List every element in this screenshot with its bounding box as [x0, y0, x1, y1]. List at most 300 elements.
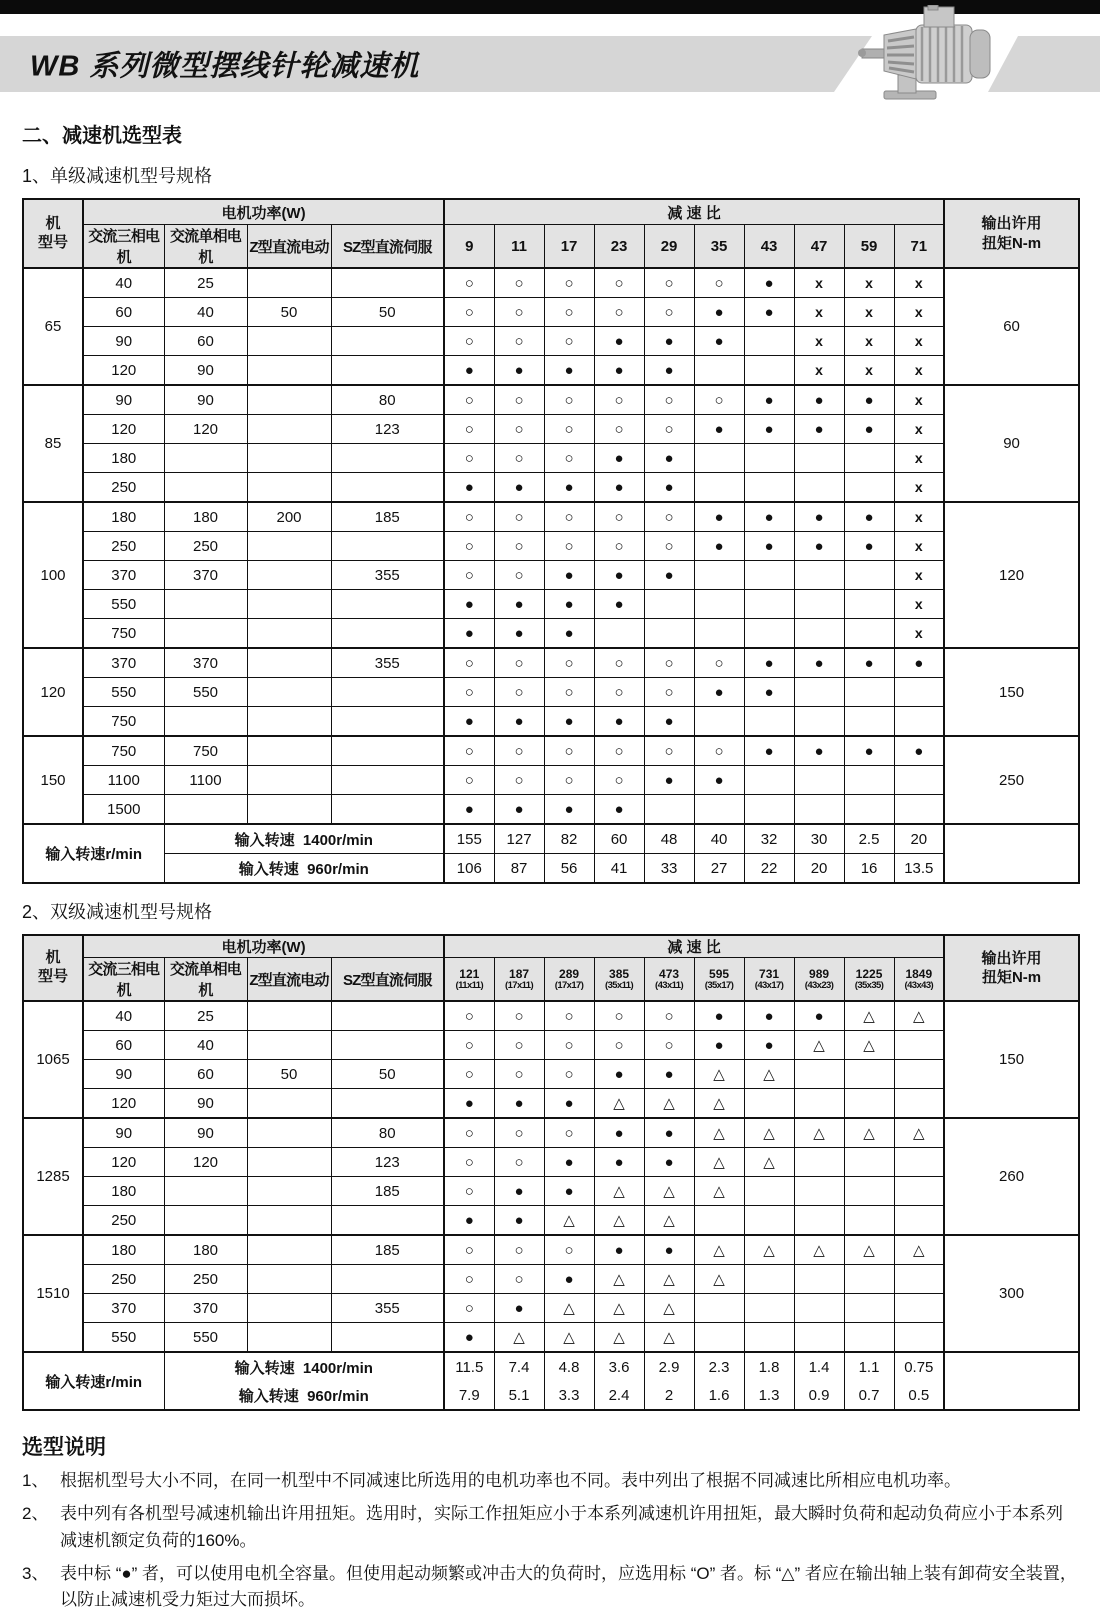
mark-cell: ○	[444, 678, 494, 707]
power-cell	[331, 327, 444, 356]
header-motor-col: SZ型直流伺服	[331, 225, 444, 269]
speed-value-cell: 13.5	[894, 854, 944, 884]
power-cell: 50	[247, 298, 331, 327]
mark-cell	[694, 590, 744, 619]
power-cell: 180	[164, 1235, 247, 1265]
mark-cell: ●	[544, 707, 594, 737]
mark-cell: ○	[494, 532, 544, 561]
power-cell	[331, 1031, 444, 1060]
mark-cell: ○	[494, 1118, 544, 1148]
power-cell	[247, 327, 331, 356]
mark-cell	[794, 619, 844, 649]
mark-cell: ○	[444, 1294, 494, 1323]
mark-cell: △	[594, 1323, 644, 1353]
mark-cell: ○	[444, 561, 494, 590]
mark-cell: △	[594, 1265, 644, 1294]
mark-cell	[894, 1323, 944, 1353]
mark-cell	[644, 795, 694, 825]
power-cell	[247, 1001, 331, 1031]
mark-cell	[744, 1265, 794, 1294]
power-cell: 123	[331, 1148, 444, 1177]
mark-cell	[844, 1148, 894, 1177]
mark-cell: ●	[694, 1001, 744, 1031]
power-cell	[247, 1265, 331, 1294]
power-cell: 370	[164, 1294, 247, 1323]
mark-cell: ○	[544, 268, 594, 298]
mark-cell: △	[694, 1265, 744, 1294]
speed-value-cell: 0.5	[894, 1381, 944, 1410]
mark-cell: x	[894, 385, 944, 415]
speed-value-cell: 106	[444, 854, 494, 884]
mark-cell: △	[644, 1177, 694, 1206]
mark-cell: ●	[544, 1177, 594, 1206]
power-cell: 355	[331, 648, 444, 678]
mark-cell	[794, 1294, 844, 1323]
header-motor-col: Z型直流电动	[247, 958, 331, 1002]
mark-cell	[744, 619, 794, 649]
speed-value-cell: 4.8	[544, 1352, 594, 1381]
header-ratio-col: 11	[494, 225, 544, 269]
mark-cell: ○	[644, 415, 694, 444]
header-torque: 输出许用 扭矩N-m	[944, 199, 1079, 268]
power-cell: 1100	[164, 766, 247, 795]
power-cell	[247, 415, 331, 444]
power-cell	[247, 678, 331, 707]
power-cell	[331, 444, 444, 473]
power-cell: 550	[83, 590, 164, 619]
power-cell: 250	[164, 1265, 247, 1294]
mark-cell: ●	[594, 1060, 644, 1089]
mark-cell: △	[594, 1089, 644, 1119]
header-ratio-col: 71	[894, 225, 944, 269]
header-motor-col: 交流单相电机	[164, 225, 247, 269]
mark-cell: ●	[894, 736, 944, 766]
speed-value-cell: 155	[444, 824, 494, 854]
power-cell	[164, 590, 247, 619]
mark-cell: ○	[644, 678, 694, 707]
note-number: 3、	[22, 1564, 49, 1584]
mark-cell: ●	[794, 385, 844, 415]
power-cell	[247, 1118, 331, 1148]
mark-cell: x	[894, 590, 944, 619]
mark-cell: ○	[494, 1031, 544, 1060]
header-motor-col: SZ型直流伺服	[331, 958, 444, 1002]
mark-cell	[844, 590, 894, 619]
mark-cell: ●	[744, 648, 794, 678]
speed-value-cell: 30	[794, 824, 844, 854]
mark-cell: ○	[444, 532, 494, 561]
mark-cell: ○	[544, 415, 594, 444]
power-cell	[247, 561, 331, 590]
mark-cell: x	[894, 444, 944, 473]
header-ratio-col: 595 (35x17)	[694, 958, 744, 1002]
mark-cell: ○	[494, 415, 544, 444]
mark-cell: ○	[544, 648, 594, 678]
power-cell: 250	[164, 532, 247, 561]
power-cell: 550	[83, 1323, 164, 1353]
mark-cell: ●	[594, 795, 644, 825]
speed-value-cell: 20	[794, 854, 844, 884]
mark-cell: ○	[644, 298, 694, 327]
mark-cell	[694, 795, 744, 825]
header-ratio-col: 9	[444, 225, 494, 269]
speed-label-cell: 输入转速 1400r/min	[164, 1352, 444, 1381]
model-cell: 1065	[23, 1001, 83, 1118]
header-motor-col: Z型直流电动	[247, 225, 331, 269]
mark-cell	[844, 1060, 894, 1089]
power-cell	[331, 707, 444, 737]
power-cell	[247, 1177, 331, 1206]
speed-value-cell: 0.75	[894, 1352, 944, 1381]
mark-cell: x	[794, 327, 844, 356]
speed-value-cell: 33	[644, 854, 694, 884]
mark-cell: ○	[594, 298, 644, 327]
mark-cell: ○	[494, 268, 544, 298]
power-cell: 370	[164, 648, 247, 678]
mark-cell: ●	[644, 444, 694, 473]
power-cell: 200	[247, 502, 331, 532]
mark-cell	[694, 444, 744, 473]
speed-value-cell: 22	[744, 854, 794, 884]
mark-cell: ●	[444, 1089, 494, 1119]
speed-value-cell: 3.3	[544, 1381, 594, 1410]
power-cell: 250	[83, 532, 164, 561]
mark-cell: ○	[594, 385, 644, 415]
speed-value-cell: 2.4	[594, 1381, 644, 1410]
mark-cell	[844, 678, 894, 707]
mark-cell: ●	[744, 532, 794, 561]
power-cell: 1100	[83, 766, 164, 795]
mark-cell: △	[544, 1323, 594, 1353]
mark-cell: ●	[444, 619, 494, 649]
mark-cell: △	[644, 1323, 694, 1353]
mark-cell: ●	[894, 648, 944, 678]
speed-value-cell: 1.6	[694, 1381, 744, 1410]
mark-cell: ●	[694, 298, 744, 327]
mark-cell: ●	[594, 473, 644, 503]
speed-value-cell: 1.1	[844, 1352, 894, 1381]
note-text: 表中列有各机型号减速机输出许用扭矩。选用时，实际工作扭矩应小于本系列减速机许用扭矩，最大瞬时负荷和起动负荷应小于本系列减速机额定负荷的160%。	[60, 1504, 1063, 1550]
mark-cell	[694, 1323, 744, 1353]
mark-cell: ●	[494, 795, 544, 825]
mark-cell: x	[894, 298, 944, 327]
power-cell	[331, 268, 444, 298]
power-cell: 90	[83, 327, 164, 356]
header-ratio-col: 1225 (35x35)	[844, 958, 894, 1002]
mark-cell: x	[894, 268, 944, 298]
mark-cell: ○	[594, 1031, 644, 1060]
mark-cell	[794, 561, 844, 590]
mark-cell	[844, 1206, 894, 1236]
mark-cell: ○	[494, 502, 544, 532]
speed-value-cell: 127	[494, 824, 544, 854]
mark-cell: ●	[844, 385, 894, 415]
mark-cell	[894, 795, 944, 825]
mark-cell: ○	[494, 1001, 544, 1031]
mark-cell: ●	[744, 502, 794, 532]
mark-cell: ○	[694, 648, 744, 678]
mark-cell	[894, 1294, 944, 1323]
mark-cell	[744, 473, 794, 503]
mark-cell	[844, 766, 894, 795]
mark-cell: ○	[544, 532, 594, 561]
mark-cell	[744, 590, 794, 619]
power-cell	[331, 532, 444, 561]
header-ratio-col: 731 (43x17)	[744, 958, 794, 1002]
mark-cell: △	[894, 1001, 944, 1031]
mark-cell: △	[794, 1031, 844, 1060]
mark-cell	[744, 766, 794, 795]
mark-cell: ●	[744, 298, 794, 327]
mark-cell: ○	[594, 766, 644, 795]
speed-value-cell: 1.8	[744, 1352, 794, 1381]
power-cell: 370	[83, 648, 164, 678]
mark-cell: ●	[744, 1001, 794, 1031]
mark-cell	[844, 561, 894, 590]
mark-cell	[844, 707, 894, 737]
speed-value-cell: 1.3	[744, 1381, 794, 1410]
mark-cell	[694, 619, 744, 649]
header-ratio-col: 59	[844, 225, 894, 269]
power-cell: 370	[83, 1294, 164, 1323]
mark-cell	[594, 619, 644, 649]
header-ratio-col: 385 (35x11)	[594, 958, 644, 1002]
note-item	[22, 1501, 1078, 1554]
mark-cell: ●	[594, 327, 644, 356]
mark-cell: △	[744, 1060, 794, 1089]
mark-cell: ●	[794, 415, 844, 444]
power-cell: 180	[83, 1235, 164, 1265]
header-ratio-group: 减 速 比	[444, 935, 944, 958]
mark-cell: ●	[744, 385, 794, 415]
speed-value-cell: 56	[544, 854, 594, 884]
mark-cell	[894, 1265, 944, 1294]
power-cell	[331, 1265, 444, 1294]
mark-cell: ○	[644, 648, 694, 678]
power-cell	[247, 385, 331, 415]
mark-cell	[894, 1206, 944, 1236]
section-heading: 二、减速机选型表	[22, 125, 182, 147]
speed-value-cell: 40	[694, 824, 744, 854]
mark-cell: ○	[544, 1031, 594, 1060]
power-cell: 60	[83, 1031, 164, 1060]
mark-cell: △	[694, 1235, 744, 1265]
header-model: 机 型号	[23, 199, 83, 268]
mark-cell: ●	[844, 502, 894, 532]
power-cell: 180	[83, 444, 164, 473]
mark-cell: x	[894, 356, 944, 386]
mark-cell	[794, 444, 844, 473]
power-cell: 750	[83, 707, 164, 737]
header-ratio-col: 1849 (43x43)	[894, 958, 944, 1002]
mark-cell: △	[694, 1089, 744, 1119]
header-ratio-col: 47	[794, 225, 844, 269]
power-cell: 25	[164, 268, 247, 298]
mark-cell	[744, 1089, 794, 1119]
mark-cell	[794, 1177, 844, 1206]
mark-cell: △	[644, 1265, 694, 1294]
power-cell: 90	[83, 1060, 164, 1089]
mark-cell: ●	[544, 1148, 594, 1177]
mark-cell	[894, 678, 944, 707]
mark-cell	[744, 356, 794, 386]
mark-cell: ●	[644, 707, 694, 737]
torque-cell: 90	[944, 385, 1079, 502]
speed-value-cell: 60	[594, 824, 644, 854]
power-cell: 50	[331, 1060, 444, 1089]
mark-cell: ○	[594, 415, 644, 444]
mark-cell: △	[694, 1177, 744, 1206]
speed-value-cell: 20	[894, 824, 944, 854]
torque-cell: 120	[944, 502, 1079, 648]
mark-cell: ○	[494, 1060, 544, 1089]
power-cell: 370	[164, 561, 247, 590]
power-cell: 80	[331, 385, 444, 415]
mark-cell: ●	[794, 648, 844, 678]
speed-value-cell: 3.6	[594, 1352, 644, 1381]
mark-cell: ●	[694, 532, 744, 561]
power-cell	[331, 590, 444, 619]
mark-cell: ●	[644, 561, 694, 590]
model-cell: 1510	[23, 1235, 83, 1352]
mark-cell: △	[794, 1235, 844, 1265]
header-ratio-col: 29	[644, 225, 694, 269]
mark-cell: ●	[644, 1060, 694, 1089]
mark-cell	[794, 1323, 844, 1353]
mark-cell: △	[844, 1118, 894, 1148]
speed-row-label: 输入转速r/min	[23, 1352, 164, 1410]
mark-cell	[894, 1060, 944, 1089]
mark-cell	[794, 473, 844, 503]
mark-cell: △	[594, 1177, 644, 1206]
mark-cell	[794, 590, 844, 619]
mark-cell	[744, 707, 794, 737]
power-cell	[331, 1089, 444, 1119]
power-cell	[247, 590, 331, 619]
mark-cell	[744, 561, 794, 590]
mark-cell: ○	[594, 1001, 644, 1031]
power-cell	[247, 795, 331, 825]
mark-cell: ●	[544, 590, 594, 619]
power-cell: 185	[331, 1177, 444, 1206]
mark-cell	[694, 561, 744, 590]
speed-value-cell: 2.9	[644, 1352, 694, 1381]
mark-cell: ○	[644, 385, 694, 415]
power-cell	[247, 1235, 331, 1265]
mark-cell: ○	[444, 327, 494, 356]
mark-cell: ●	[494, 619, 544, 649]
mark-cell: x	[844, 298, 894, 327]
table1-heading: 1、单级减速机型号规格	[22, 166, 213, 186]
mark-cell: ○	[544, 678, 594, 707]
mark-cell: ●	[594, 707, 644, 737]
model-cell: 1285	[23, 1118, 83, 1235]
note-number: 1、	[22, 1471, 49, 1490]
mark-cell: ○	[594, 532, 644, 561]
mark-cell: ○	[544, 502, 594, 532]
mark-cell	[894, 1089, 944, 1119]
mark-cell: ○	[444, 766, 494, 795]
power-cell: 370	[83, 561, 164, 590]
mark-cell: ○	[644, 502, 694, 532]
power-cell: 250	[83, 1265, 164, 1294]
power-cell: 120	[164, 415, 247, 444]
power-cell: 355	[331, 1294, 444, 1323]
torque-cell: 300	[944, 1235, 1079, 1352]
mark-cell: x	[894, 561, 944, 590]
mark-cell	[844, 1177, 894, 1206]
mark-cell: ○	[494, 561, 544, 590]
mark-cell: ●	[444, 707, 494, 737]
mark-cell: △	[644, 1089, 694, 1119]
mark-cell: △	[594, 1206, 644, 1236]
speed-value-cell: 11.5	[444, 1352, 494, 1381]
mark-cell: ●	[494, 1294, 544, 1323]
header-ratio-col: 17	[544, 225, 594, 269]
power-cell: 40	[164, 1031, 247, 1060]
mark-cell: ○	[644, 268, 694, 298]
speed-value-cell: 87	[494, 854, 544, 884]
mark-cell	[694, 473, 744, 503]
mark-cell: ○	[644, 1001, 694, 1031]
power-cell	[164, 1177, 247, 1206]
header-ratio-group: 减 速 比	[444, 199, 944, 225]
mark-cell: ●	[544, 795, 594, 825]
mark-cell: △	[894, 1235, 944, 1265]
header-ratio-col: 23	[594, 225, 644, 269]
mark-cell: ●	[644, 1118, 694, 1148]
mark-cell: ●	[594, 1148, 644, 1177]
speed-value-cell: 0.9	[794, 1381, 844, 1410]
mark-cell	[844, 1294, 894, 1323]
mark-cell: ○	[444, 1060, 494, 1089]
header-torque: 输出许用 扭矩N-m	[944, 935, 1079, 1001]
note-item	[22, 1561, 1078, 1614]
torque-cell: 250	[944, 736, 1079, 824]
mark-cell: ●	[444, 1206, 494, 1236]
mark-cell: △	[594, 1294, 644, 1323]
power-cell	[247, 648, 331, 678]
power-cell: 40	[164, 298, 247, 327]
table2-heading: 2、双级减速机型号规格	[22, 902, 213, 922]
mark-cell	[694, 356, 744, 386]
mark-cell: ○	[594, 502, 644, 532]
mark-cell	[794, 678, 844, 707]
power-cell: 180	[83, 1177, 164, 1206]
mark-cell: ○	[444, 1265, 494, 1294]
header-ratio-col: 989 (43x23)	[794, 958, 844, 1002]
mark-cell: △	[544, 1206, 594, 1236]
speed-value-cell: 82	[544, 824, 594, 854]
model-cell: 100	[23, 502, 83, 648]
mark-cell: ○	[444, 1235, 494, 1265]
mark-cell: ●	[794, 736, 844, 766]
mark-cell: ●	[694, 415, 744, 444]
mark-cell: ●	[694, 1031, 744, 1060]
mark-cell: ○	[494, 648, 544, 678]
model-cell: 85	[23, 385, 83, 502]
torque-cell: 150	[944, 1001, 1079, 1118]
power-cell: 750	[83, 736, 164, 766]
mark-cell: ○	[544, 736, 594, 766]
mark-cell: ○	[544, 327, 594, 356]
mark-cell: ○	[644, 532, 694, 561]
mark-cell: x	[794, 298, 844, 327]
power-cell: 123	[331, 415, 444, 444]
speed-row-label: 输入转速r/min	[23, 824, 164, 883]
mark-cell	[744, 327, 794, 356]
mark-cell: ○	[444, 415, 494, 444]
